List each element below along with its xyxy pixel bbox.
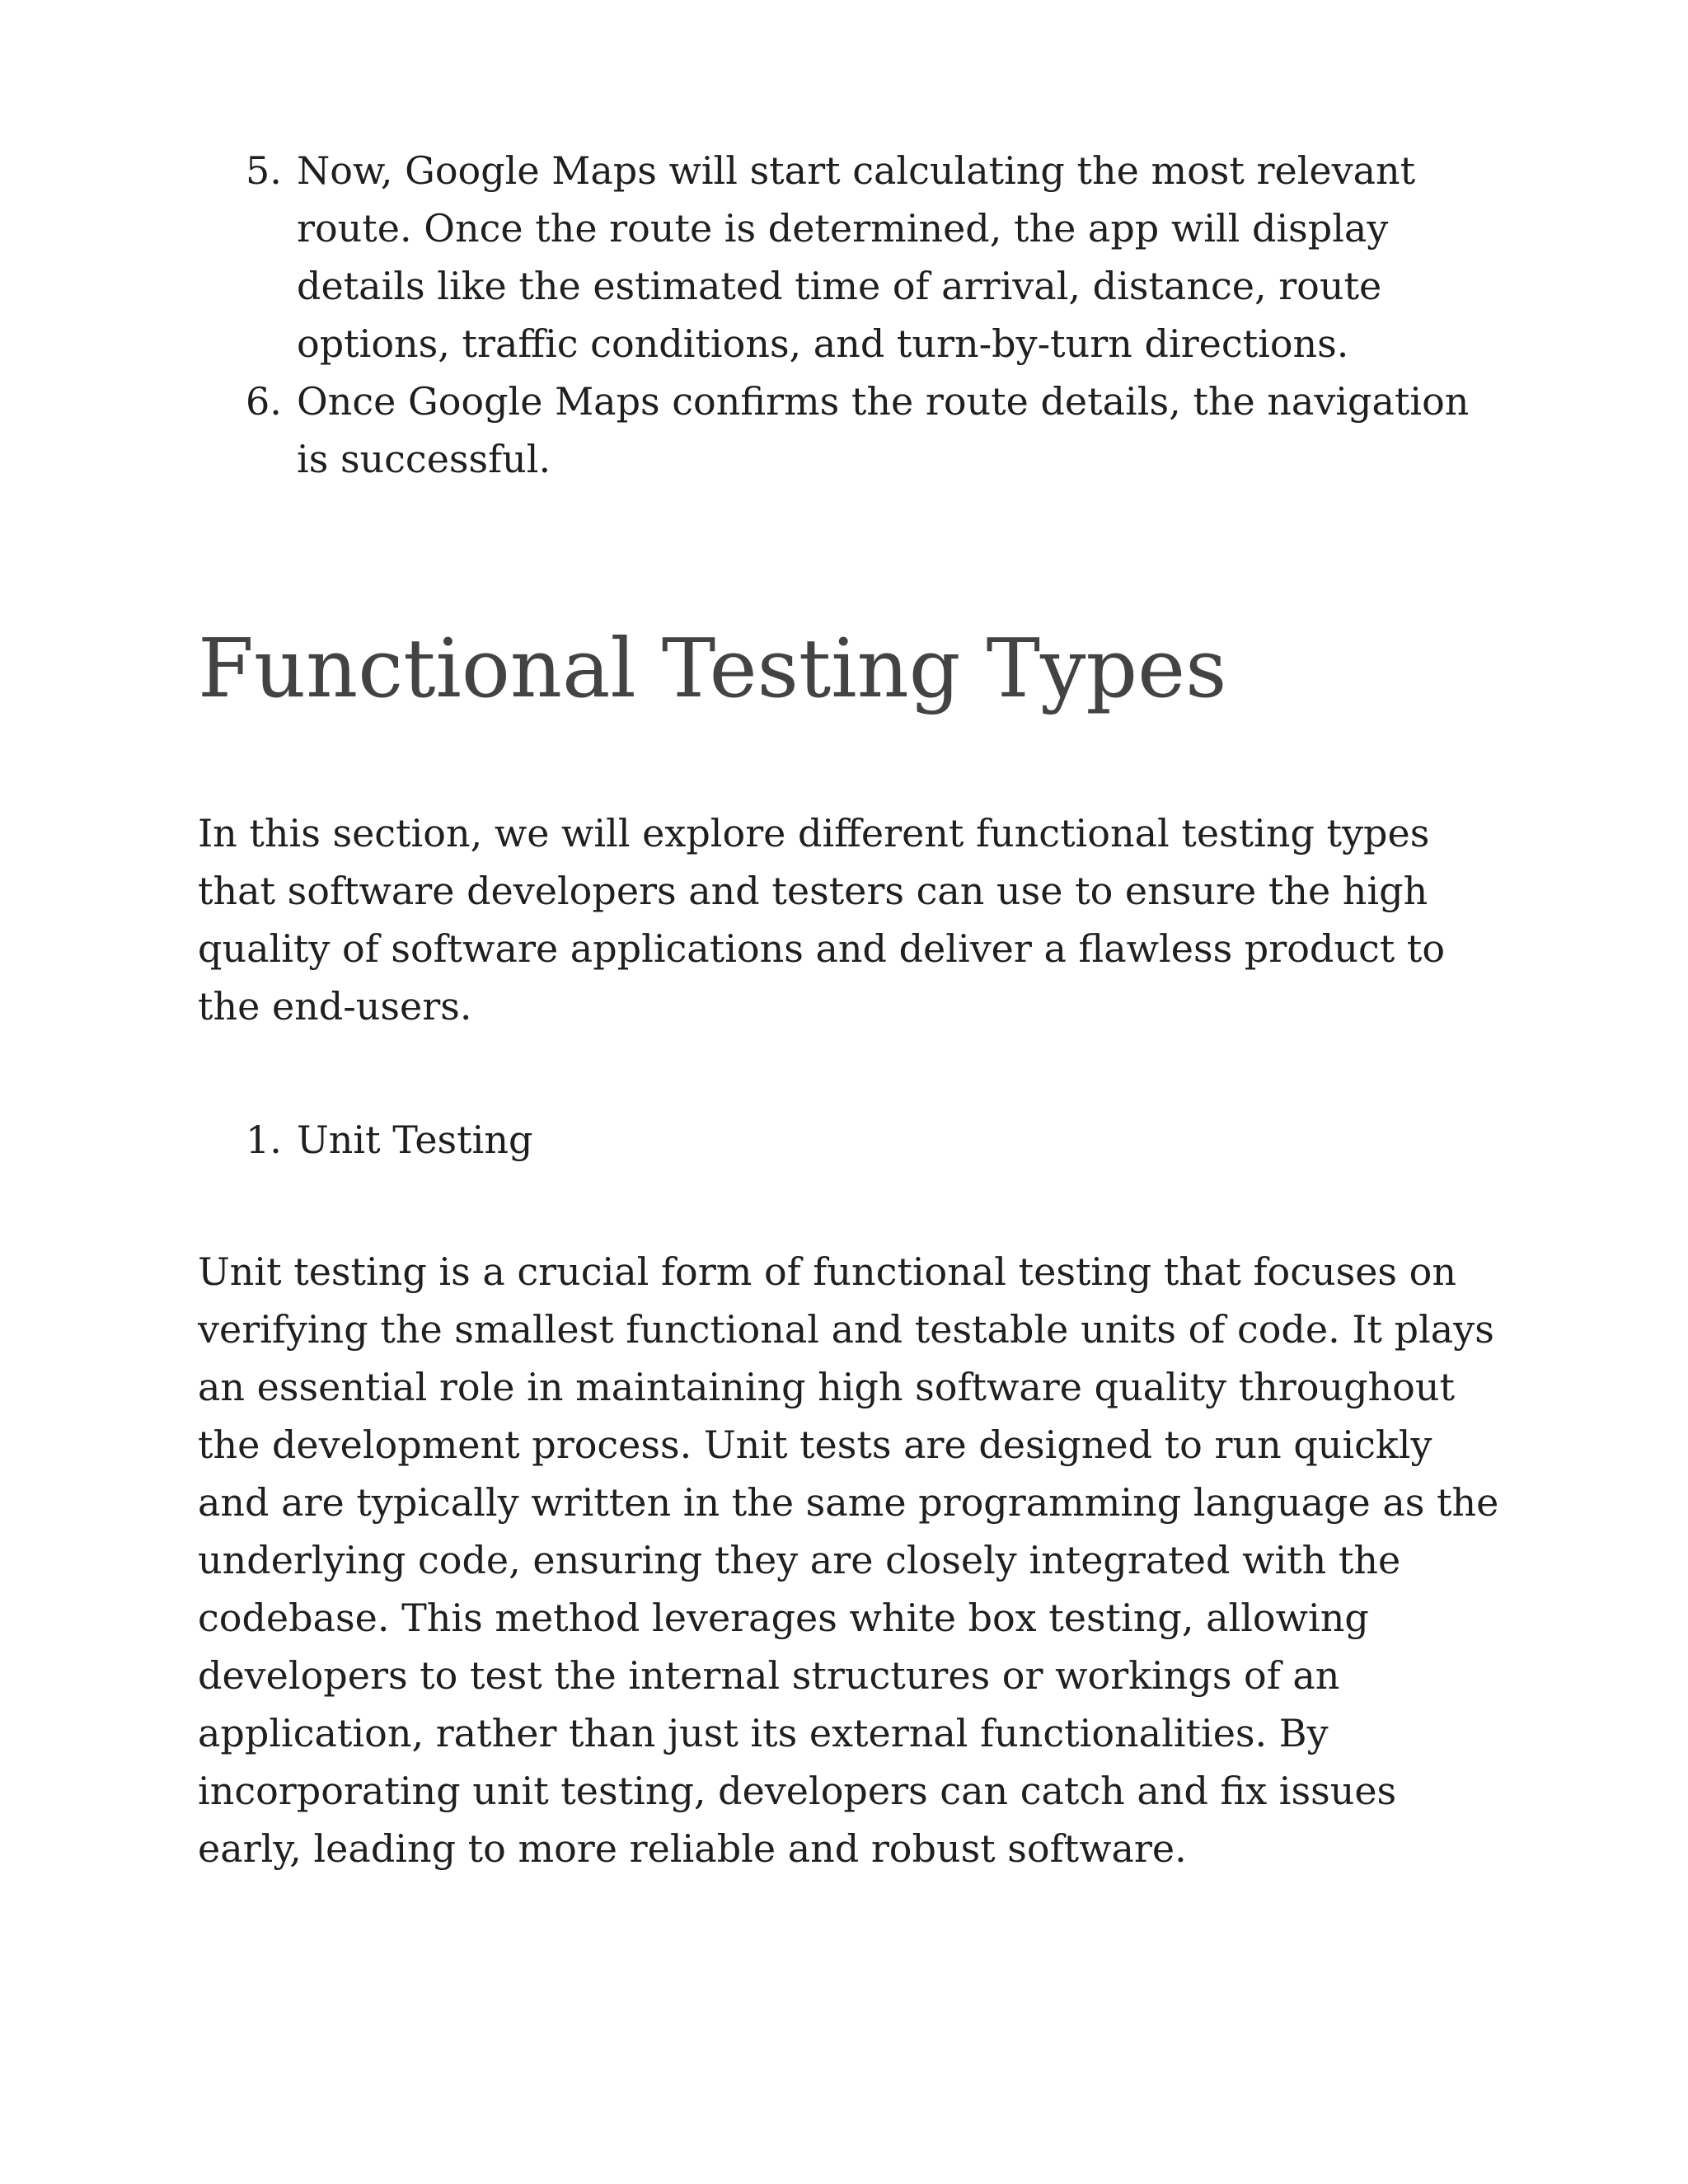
testing-types-list (198, 1111, 1500, 1169)
document-content (198, 142, 1500, 1877)
section-heading: Functional Testing Types (198, 622, 1227, 716)
section-intro-paragraph: In this section, we will explore different functional testing types that software developers and testers can use to ensure the high quality of software applications and deliver a flawless product to the end-users. (198, 811, 1446, 1029)
list-item-text: Unit Testing (297, 1118, 533, 1162)
unit-testing-paragraph: Unit testing is a crucial form of functional testing that focuses on verifying the smallest functional and testable units of code. It plays an essential role in maintaining high software quality throughout the development process. Unit tests are designed to run quickly and are typically written in the same programming language as the underlying code, ensuring they are closely integrated with the codebase. This method leverages white box testing, allowing developers to test the internal structures or workings of an application, rather than just its external functionalities. By incorporating unit testing, developers can catch and fix issues early, leading to more reliable and robust software. (198, 1249, 1499, 1871)
list-item-number: 5. (246, 148, 282, 193)
list-item-number: 6. (246, 379, 282, 424)
steps-list (198, 142, 1500, 488)
list-item-text: Now, Google Maps will start calculating the most relevant route. Once the route is determined, the app will display details like the estimated time of arrival, distance, route options, traffic conditions, and turn-by-turn directions. (297, 148, 1416, 366)
list-item-step-5 (198, 142, 1500, 373)
list-item-step-6 (198, 373, 1500, 488)
list-item-text: Once Google Maps confirms the route details, the navigation is successful. (297, 379, 1470, 481)
list-item-number: 1. (246, 1118, 282, 1162)
list-item-unit-testing (198, 1111, 1500, 1169)
